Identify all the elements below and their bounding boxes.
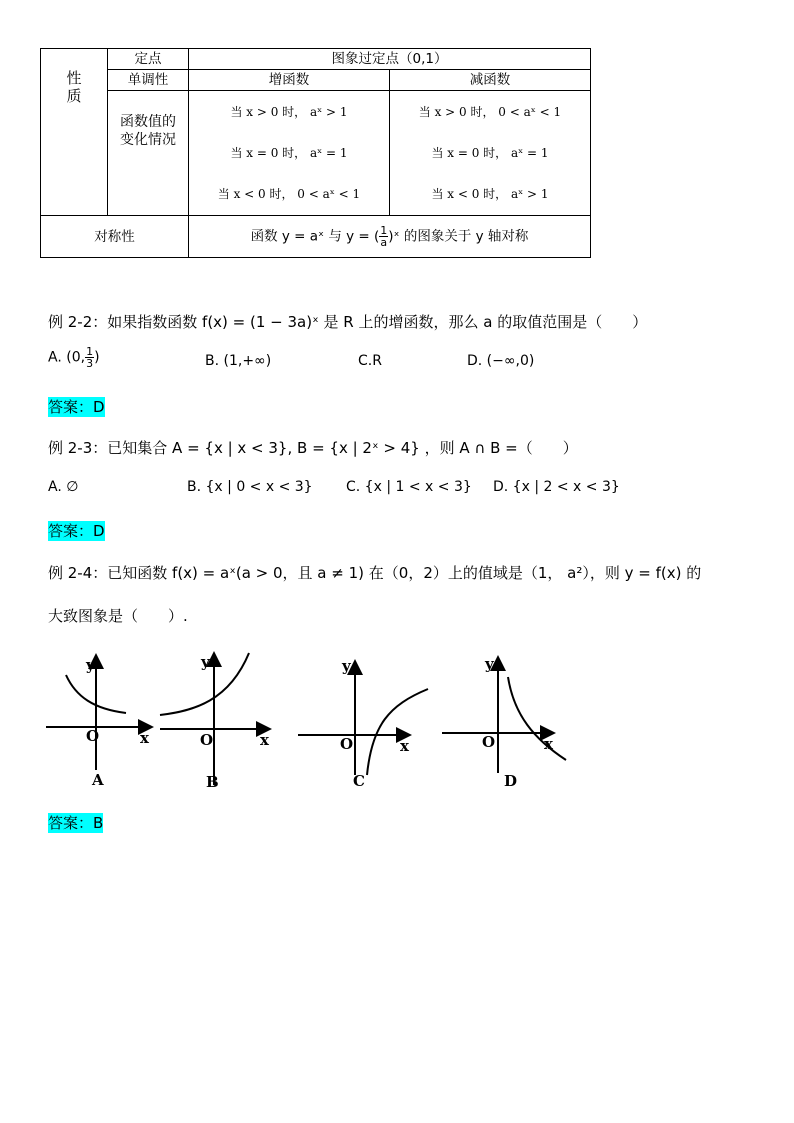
value-change-label: 函数值的 变化情况 [108, 91, 189, 216]
example-2-2-option-b: B. (1,+∞) [205, 353, 272, 369]
increasing-case: 当 x = 0 时， aˣ = 1 [230, 145, 348, 160]
increasing-case: 当 x > 0 时， aˣ > 1 [230, 104, 348, 119]
properties-header: 性 质 [41, 49, 108, 216]
fixed-point-label: 定点 [108, 49, 189, 70]
example-2-3-option-a: A. ∅ [48, 479, 79, 495]
origin-label: O [200, 731, 214, 749]
origin-label: O [482, 733, 496, 751]
graph-b-label: B [206, 773, 219, 791]
example-2-2-answer [48, 396, 105, 417]
increasing-case: 当 x < 0 时， 0 < aˣ < 1 [217, 186, 361, 201]
decreasing-label: 减函数 [390, 70, 591, 91]
decreasing-case: 当 x > 0 时， 0 < aˣ < 1 [418, 104, 562, 119]
axis-y-label: y [86, 656, 95, 674]
example-2-3-answer [48, 520, 105, 541]
fraction-denominator: 3 [86, 357, 94, 370]
axis-y-label: y [201, 653, 210, 671]
graph-b [160, 653, 270, 791]
fraction-numerator: 1 [86, 345, 94, 358]
example-2-3-question: 例 2-3：已知集合 A = {x | x < 3}, B = {x | 2ˣ > 4} ，则 A ∩ B =（ ） [48, 439, 578, 457]
axis-x-label: x [260, 731, 269, 749]
example-2-2-option-d: D. (−∞,0) [467, 353, 535, 369]
properties-table [40, 48, 591, 258]
symmetry-prefix: 函数 y = aˣ 与 y = ( [250, 228, 380, 245]
axis-x-label: x [140, 729, 149, 747]
example-2-3-option-c: C. {x | 1 < x < 3} [346, 479, 472, 495]
answer-highlight: 答案：B [48, 814, 104, 832]
symmetry-fraction [379, 225, 388, 248]
graph-d-label: D [504, 772, 518, 790]
graph-options-figure [44, 645, 584, 795]
symmetry-label: 对称性 [41, 216, 189, 258]
fixed-point-value: 图象过定点（0,1） [189, 49, 591, 70]
example-2-4-question-line2: 大致图象是（ ）. [48, 607, 188, 625]
graph-c [298, 657, 428, 790]
graph-c-label: C [353, 772, 365, 790]
example-2-2-question: 例 2-2：如果指数函数 f(x) = (1 − 3a)ˣ 是 R 上的增函数，那么 a 的取值范围是（ ） [48, 313, 648, 331]
axis-x-label: x [400, 737, 409, 755]
graph-a [46, 655, 152, 789]
symmetry-suffix: )ˣ 的图象关于 y 轴对称 [388, 228, 529, 245]
example-2-4-question-line1: 例 2-4：已知函数 f(x) = aˣ(a > 0，且 a ≠ 1) 在（0，2）上的值域是（1， a²），则 y = f(x) 的 [48, 564, 702, 582]
decreasing-case: 当 x = 0 时， aˣ = 1 [431, 145, 549, 160]
example-2-3-option-d: D. {x | 2 < x < 3} [493, 479, 620, 495]
graph-a-label: A [92, 771, 104, 789]
increasing-label: 增函数 [189, 70, 390, 91]
example-2-4-answer [48, 812, 103, 833]
axis-y-label: y [342, 657, 351, 675]
option-a-suffix: ) [94, 349, 100, 366]
example-2-3-option-b: B. {x | 0 < x < 3} [187, 479, 313, 495]
graph-d [442, 655, 566, 790]
option-a-fraction [85, 346, 94, 369]
answer-highlight: 答案：D [48, 522, 105, 540]
example-2-2-option-a [48, 346, 100, 369]
origin-label: O [340, 735, 354, 753]
origin-label: O [86, 727, 100, 745]
axis-x-label: x [544, 735, 553, 753]
fraction-numerator: 1 [380, 224, 388, 237]
option-a-prefix: A. (0, [48, 349, 86, 366]
axis-y-label: y [485, 655, 494, 673]
answer-highlight: 答案：D [48, 398, 105, 416]
symmetry-value [189, 216, 591, 258]
monotonic-label: 单调性 [108, 70, 189, 91]
fraction-denominator: a [380, 236, 388, 249]
example-2-2-option-c: C.R [358, 353, 382, 369]
decreasing-cases [390, 91, 591, 216]
decreasing-case: 当 x < 0 时， aˣ > 1 [431, 186, 549, 201]
increasing-cases [189, 91, 390, 216]
